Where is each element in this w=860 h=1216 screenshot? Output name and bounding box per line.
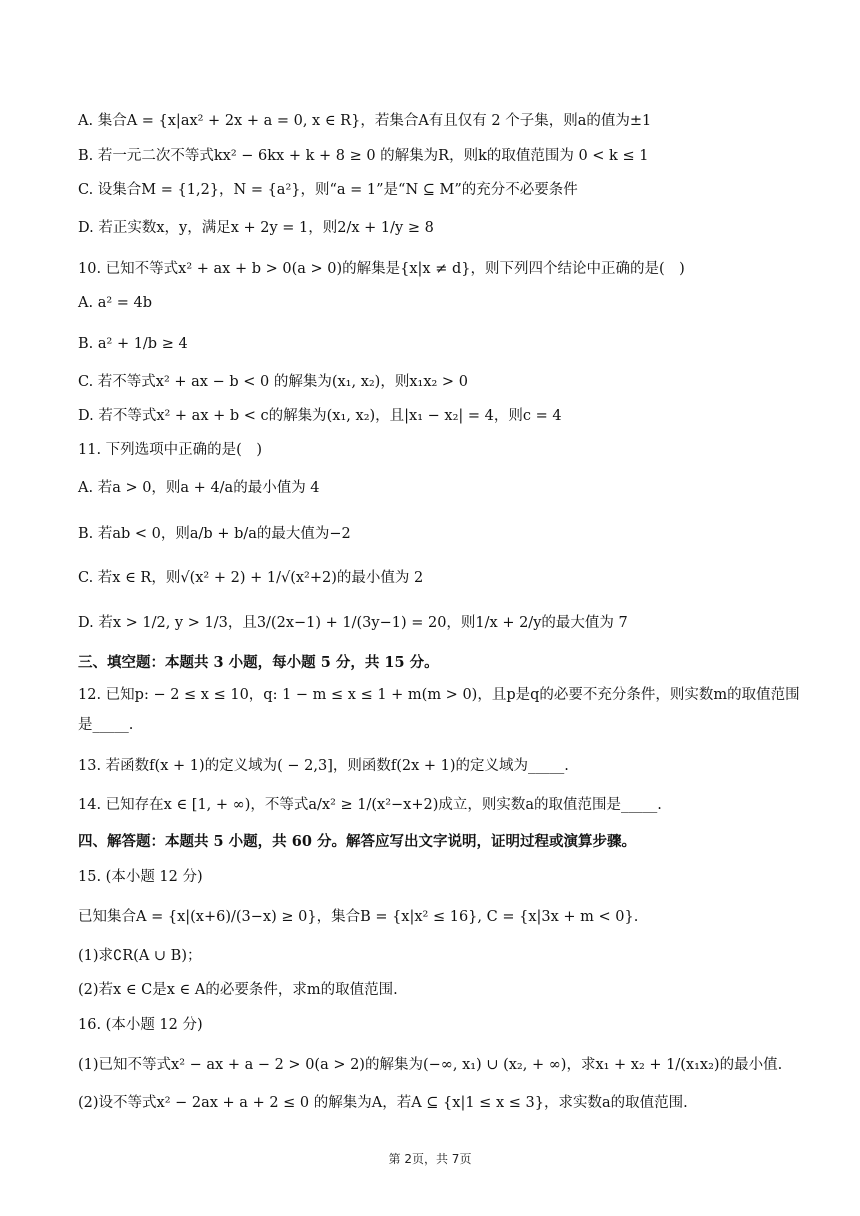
q15-stem: 已知集合A = {x|(x+6)/(3−x) ≥ 0}，集合B = {x|x² ≤ 16}, C = {x|3x + m < 0}. (78, 909, 639, 925)
q13: 13. 若函数f(x + 1)的定义域为( − 2,3]，则函数f(2x + 1)的定义域为_____. (78, 758, 569, 774)
q9-option-a: A. 集合A = {x|ax² + 2x + a = 0, x ∈ R}，若集合A有且仅有 2 个子集，则a的值为±1 (78, 113, 652, 129)
q15-part-2: (2)若x ∈ C是x ∈ A的必要条件，求m的取值范围. (78, 982, 398, 998)
q11-option-a: A. 若a > 0，则a + 4/a的最小值为 4 (78, 480, 320, 496)
q15-header: 15. (本小题 12 分) (78, 869, 203, 885)
q9-option-d: D. 若正实数x，y，满足x + 2y = 1，则2/x + 1/y ≥ 8 (78, 220, 434, 236)
q16-header: 16. (本小题 12 分) (78, 1017, 203, 1033)
q15-part-1: (1)求∁R(A ∪ B)； (78, 948, 202, 964)
q11-option-c: C. 若x ∈ R，则√(x² + 2) + 1/√(x²+2)的最小值为 2 (78, 570, 424, 586)
q10-stem: 10. 已知不等式x² + ax + b > 0(a > 0)的解集是{x|x ≠ d}，则下列四个结论中正确的是( ) (78, 261, 685, 277)
section-solve-heading: 四、解答题：本题共 5 小题，共 60 分。解答应写出文字说明，证明过程或演算步骤。 (78, 833, 636, 850)
q11-option-d: D. 若x > 1/2, y > 1/3，且3/(2x−1) + 1/(3y−1) = 20，则1/x + 2/y的最大值为 7 (78, 615, 628, 631)
q11-option-b: B. 若ab < 0，则a/b + b/a的最大值为−2 (78, 526, 351, 542)
q14: 14. 已知存在x ∈ [1, + ∞)，不等式a/x² ≥ 1/(x²−x+2)成立，则实数a的取值范围是_____. (78, 797, 662, 813)
q10-option-d: D. 若不等式x² + ax + b < c的解集为(x₁, x₂)，且|x₁ − x₂| = 4，则c = 4 (78, 408, 562, 424)
q9-option-b: B. 若一元二次不等式kx² − 6kx + k + 8 ≥ 0 的解集为R，则k的取值范围为 0 < k ≤ 1 (78, 148, 649, 164)
q12: 12. 已知p: − 2 ≤ x ≤ 10，q: 1 − m ≤ x ≤ 1 + m(m > 0)，且p是q的必要不充分条件，则实数m的取值范围是_____. (78, 687, 800, 733)
q11-stem: 11. 下列选项中正确的是( ) (78, 442, 262, 458)
q10-option-b: B. a² + 1/b ≥ 4 (78, 336, 188, 352)
q16-part-1: (1)已知不等式x² − ax + a − 2 > 0(a > 2)的解集为(−∞, x₁) ∪ (x₂, + ∞)，求x₁ + x₂ + 1/(x₁x₂)的最小值. (78, 1057, 783, 1073)
q10-option-a: A. a² = 4b (78, 295, 153, 311)
section-fill-in-heading: 三、填空题：本题共 3 小题，每小题 5 分，共 15 分。 (78, 654, 439, 671)
q10-option-c: C. 若不等式x² + ax − b < 0 的解集为(x₁, x₂)，则x₁x₂ > 0 (78, 374, 468, 390)
page-footer: 第 2页，共 7页 (388, 1152, 472, 1166)
q9-option-c: C. 设集合M = {1,2}，N = {a²}，则“a = 1”是“N ⊆ M”的充分不必要条件 (78, 182, 578, 198)
q16-part-2: (2)设不等式x² − 2ax + a + 2 ≤ 0 的解集为A，若A ⊆ {x|1 ≤ x ≤ 3}，求实数a的取值范围. (78, 1095, 688, 1111)
